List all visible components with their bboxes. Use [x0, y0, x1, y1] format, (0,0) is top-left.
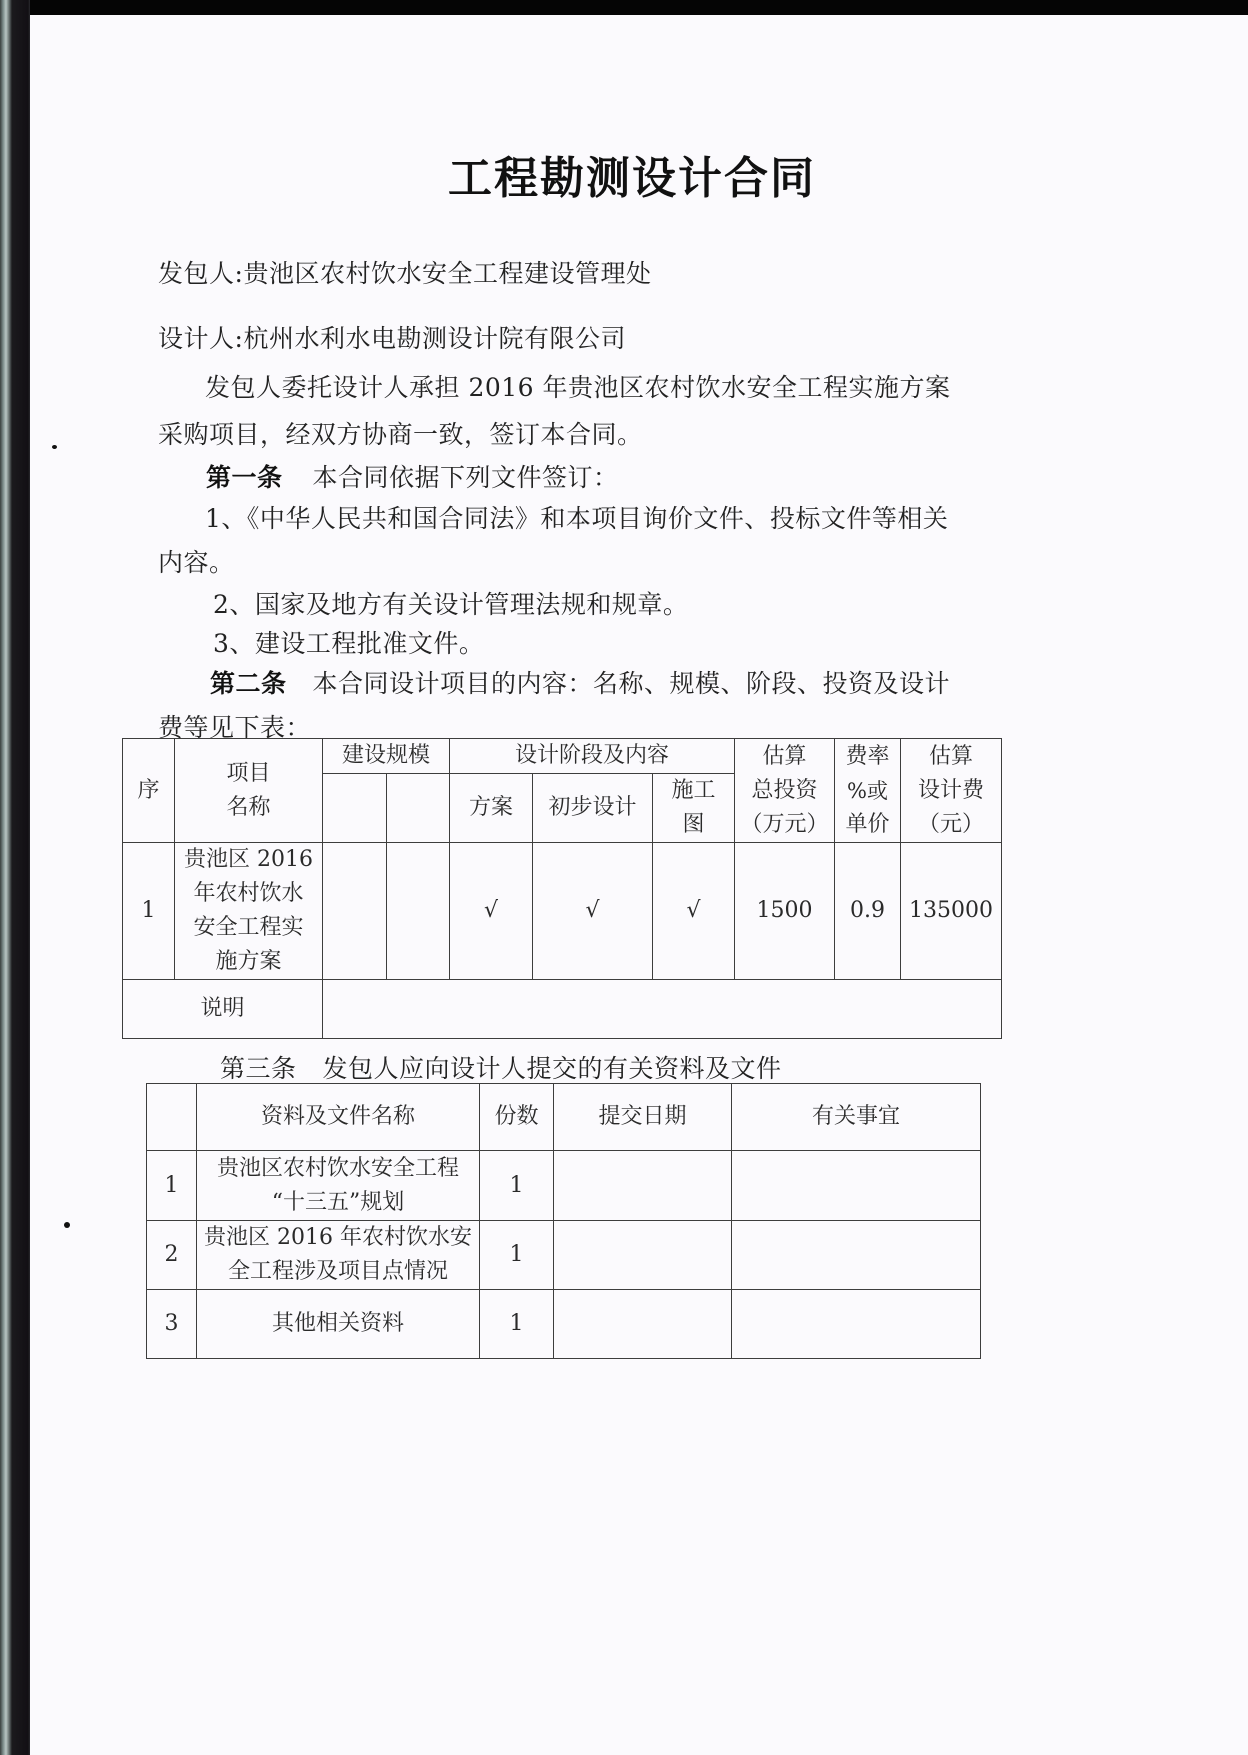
header-fee-line3: （元） — [918, 811, 985, 837]
cell-remarks — [732, 1290, 981, 1359]
cell-document-name: 其他相关资料 — [197, 1290, 480, 1359]
cell-project-name-line3: 安全工程实 — [193, 915, 304, 940]
cell-copies: 1 — [480, 1221, 554, 1290]
header-submit-date: 提交日期 — [554, 1084, 732, 1151]
header-document-name: 资料及文件名称 — [197, 1084, 480, 1151]
scan-border-left — [0, 0, 30, 1755]
note-value — [323, 980, 1002, 1039]
table-row — [123, 843, 1002, 980]
header-seq: 序 — [123, 739, 175, 843]
article1-heading: 第一条 — [206, 463, 283, 492]
header-rate-line3: 单价 — [845, 811, 890, 837]
cell-submit-date — [554, 1151, 732, 1221]
cell-copies: 1 — [480, 1151, 554, 1221]
article3-text: 发包人应向设计人提交的有关资料及文件 — [322, 1054, 782, 1083]
header-scale-sub2 — [387, 774, 450, 843]
cell-submit-date — [554, 1290, 732, 1359]
cell-fee: 135000 — [901, 843, 1002, 980]
cell-project-name-line4: 施方案 — [215, 949, 282, 974]
header-estimated-fee — [901, 739, 1002, 843]
header-scale-sub1 — [323, 774, 387, 843]
employer-label: 发包人: — [158, 259, 244, 288]
article3-heading: 第三条 — [220, 1054, 297, 1083]
cell-scheme-check: √ — [450, 843, 533, 980]
cell-seq: 1 — [123, 843, 175, 980]
cell-submit-date — [554, 1221, 732, 1290]
header-seq — [147, 1084, 197, 1151]
intro-paragraph-line1: 发包人委托设计人承担 2016 年贵池区农村饮水安全工程实施方案 — [205, 373, 951, 402]
header-stage-construction-line2: 图 — [682, 812, 705, 837]
cell-copies: 1 — [480, 1290, 554, 1359]
table-row — [147, 1290, 981, 1359]
article1-item3: 3、建设工程批准文件。 — [213, 629, 485, 658]
article1-item1-line2: 内容。 — [158, 548, 235, 577]
article3 — [220, 1049, 782, 1085]
header-estimated-investment — [735, 739, 835, 843]
header-investment-line3: （万元） — [740, 811, 829, 837]
cell-project-name — [175, 843, 323, 980]
article1 — [206, 458, 619, 494]
header-stage-construction — [653, 774, 735, 843]
note-row — [123, 980, 1002, 1039]
scan-speck — [52, 445, 57, 449]
cell-document-name — [197, 1151, 480, 1221]
design-items-table — [122, 738, 1002, 1039]
header-design-stage: 设计阶段及内容 — [450, 739, 735, 774]
employer-line — [158, 254, 651, 290]
header-investment-line2: 总投资 — [751, 777, 818, 803]
article2-text-line2: 费等见下表： — [158, 713, 312, 742]
designer-name: 杭州水利水电勘测设计院有限公司 — [243, 324, 626, 353]
cell-investment: 1500 — [735, 843, 835, 980]
header-stage-preliminary: 初步设计 — [533, 774, 653, 843]
table-row — [147, 1151, 981, 1221]
scan-border-top — [0, 0, 1248, 15]
header-fee-rate — [835, 739, 901, 843]
designer-label: 设计人: — [158, 324, 244, 353]
header-rate-line2: %或 — [847, 778, 888, 803]
intro-paragraph-line2: 采购项目，经双方协商一致，签订本合同。 — [158, 420, 643, 449]
cell-project-name-line2: 年农村饮水 — [193, 881, 304, 906]
scan-speck — [64, 1222, 70, 1228]
cell-remarks — [732, 1151, 981, 1221]
cell-document-name-line1: 贵池区农村饮水安全工程 — [216, 1155, 459, 1181]
cell-remarks — [732, 1221, 981, 1290]
article1-text: 本合同依据下列文件签订： — [312, 463, 619, 492]
header-rate-line1: 费率 — [845, 743, 890, 769]
table-row — [147, 1221, 981, 1290]
cell-document-name — [197, 1221, 480, 1290]
header-fee-line1: 估算 — [929, 743, 974, 769]
documents-table — [146, 1083, 981, 1359]
document-title: 工程勘测设计合同 — [448, 153, 816, 204]
employer-name: 贵池区农村饮水安全工程建设管理处 — [243, 259, 652, 288]
article2 — [210, 664, 950, 700]
cell-seq: 3 — [147, 1290, 197, 1359]
cell-scale2 — [387, 843, 450, 980]
cell-document-name-line2: 全工程涉及项目点情况 — [227, 1259, 448, 1284]
header-project-name-line1: 项目 — [226, 760, 271, 786]
article1-item1-line1: 1、《中华人民共和国合同法》和本项目询价文件、投标文件等相关 — [205, 504, 949, 533]
article2-text-line1: 本合同设计项目的内容：名称、规模、阶段、投资及设计 — [312, 669, 951, 698]
header-stage-construction-line1: 施工 — [671, 778, 716, 803]
header-fee-line2: 设计费 — [918, 777, 985, 803]
cell-construction-check: √ — [653, 843, 735, 980]
header-construction-scale: 建设规模 — [323, 739, 450, 774]
article2-heading: 第二条 — [210, 669, 287, 698]
cell-rate: 0.9 — [835, 843, 901, 980]
article1-item2: 2、国家及地方有关设计管理法规和规章。 — [213, 590, 689, 619]
header-project-name-line2: 名称 — [226, 794, 271, 820]
header-stage-scheme: 方案 — [450, 774, 533, 843]
header-project-name — [175, 739, 323, 843]
header-remarks: 有关事宜 — [732, 1084, 981, 1151]
cell-preliminary-check: √ — [533, 843, 653, 980]
cell-document-name-line2: “十三五”规划 — [271, 1189, 405, 1215]
cell-seq: 2 — [147, 1221, 197, 1290]
designer-line — [158, 319, 626, 355]
cell-project-name-line1: 贵池区 2016 — [184, 847, 313, 872]
cell-scale1 — [323, 843, 387, 980]
cell-document-name-line1: 贵池区 2016 年农村饮水安 — [204, 1225, 472, 1250]
note-label: 说明 — [123, 980, 323, 1039]
header-investment-line1: 估算 — [762, 743, 807, 769]
header-copies: 份数 — [480, 1084, 554, 1151]
cell-seq: 1 — [147, 1151, 197, 1221]
